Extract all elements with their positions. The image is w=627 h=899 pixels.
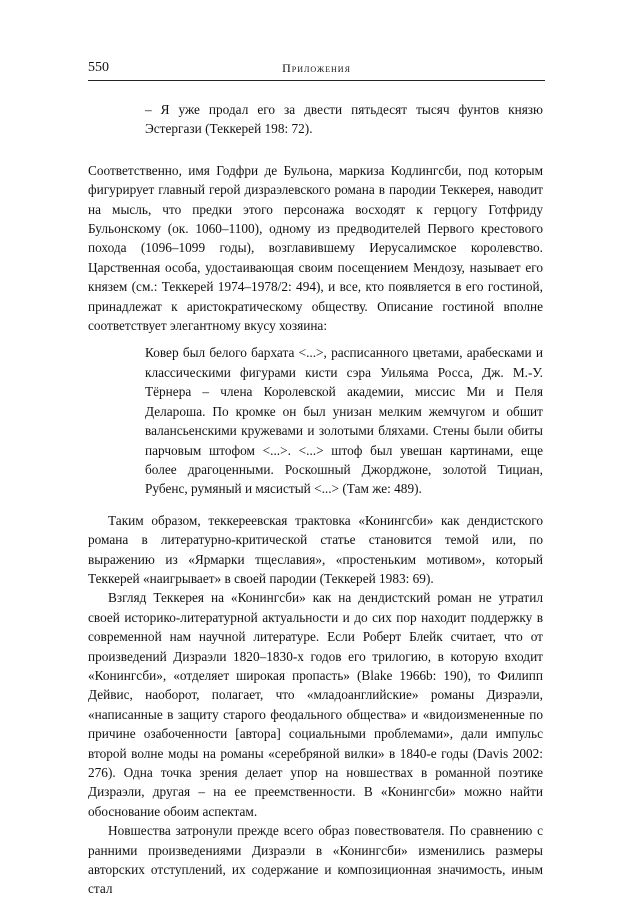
page-number: 550	[88, 60, 109, 75]
paragraph: Взгляд Теккерея на «Конингсби» как на дендистский роман не утратил своей историко-литературной актуальности и до сих пор находит поддержку в современной нам научной литературе. Если Роберт Блейк считает, что от произведений Дизраэли 1820–1830-х годов его трилогию, в которую входит «Конингсби», «отделяет широкая пропасть» (Blake 1966b: 190), то Филипп Дейвис, наоборот, полагает, что «младоанглийские» романы Дизраэли, «написанные в защиту старого феодального общества» и «видоизмененные по причине озабоченности [автора] социальными проблемами», дали импульс второй волне моды на романы «серебряной вилки» в 1840-е годы (Davis 2002: 276). Одна точка зрения делает упор на новшествах в романной поэтике Дизраэли, другая – на ее преемственности. В «Конингсби» можно найти обоснование обоим аспектам.	[88, 590, 543, 819]
paragraph: Соответственно, имя Годфри де Бульона, маркиза Кодлингсби, под которым фигурирует главный герой дизраэлевского романа в пародии Теккерея, наводит на мысль, что предки этого персонажа восходят к герцогу Готфриду Бульонскому (ок. 1060–1100), одному из предводителей Первого крестового похода (1096–1099 годы), возглавившему Иерусалимское королевство. Царственная особа, удостаивающая своим посещением Мендозу, называет его князем (см.: Теккерей 1974–1978/2: 494), и все, кто появляется в его гостиной, принадлежат к аристократическому обществу. Описание гостиной вполне соответствует элегантному вкусу хозяина:	[88, 162, 543, 334]
quote-continuation: – Я уже продал его за двести пятьдесят тысяч фунтов князю Эстергази (Теккерей 198: 72).	[145, 102, 543, 137]
paragraph: Новшества затронули прежде всего образ повествователя. По сравнению с ранними произведениями Дизраэли в «Конингсби» изменились размеры авторских отступлений, их содержание и композиционная значимость, иным стал	[88, 823, 543, 897]
paragraph: Таким образом, теккереевская трактовка «Конингсби» как дендистского романа в литературно-критической статье становится темой или, по выражению из «Ярмарки тщеславия», «простеньким мотивом», который Теккерей «наигрывает» в своей пародии (Теккерей 1983: 69).	[88, 512, 543, 586]
body-text	[88, 100, 543, 899]
page-header	[88, 60, 545, 81]
block-quote: Ковер был белого бархата <...>, расписанного цветами, арабесками и классическими фигурами кисти сэра Уильяма Росса, Дж. М.-У. Тёрнера – члена Королевской академии, миссис Ми и Пеля Делароша. По кромке он был унизан мелким жемчугом и обшит валансьенскими кружевами и золотыми бляхами. Стены были обиты парчовым штофом <...>. <...> штоф был увешан картинами, еще более драгоценными. Роскошный Джорджоне, золотой Тициан, Рубенс, румяный и мясистый <...> (Там же: 489).	[145, 345, 543, 497]
running-head: Приложения	[282, 61, 351, 75]
